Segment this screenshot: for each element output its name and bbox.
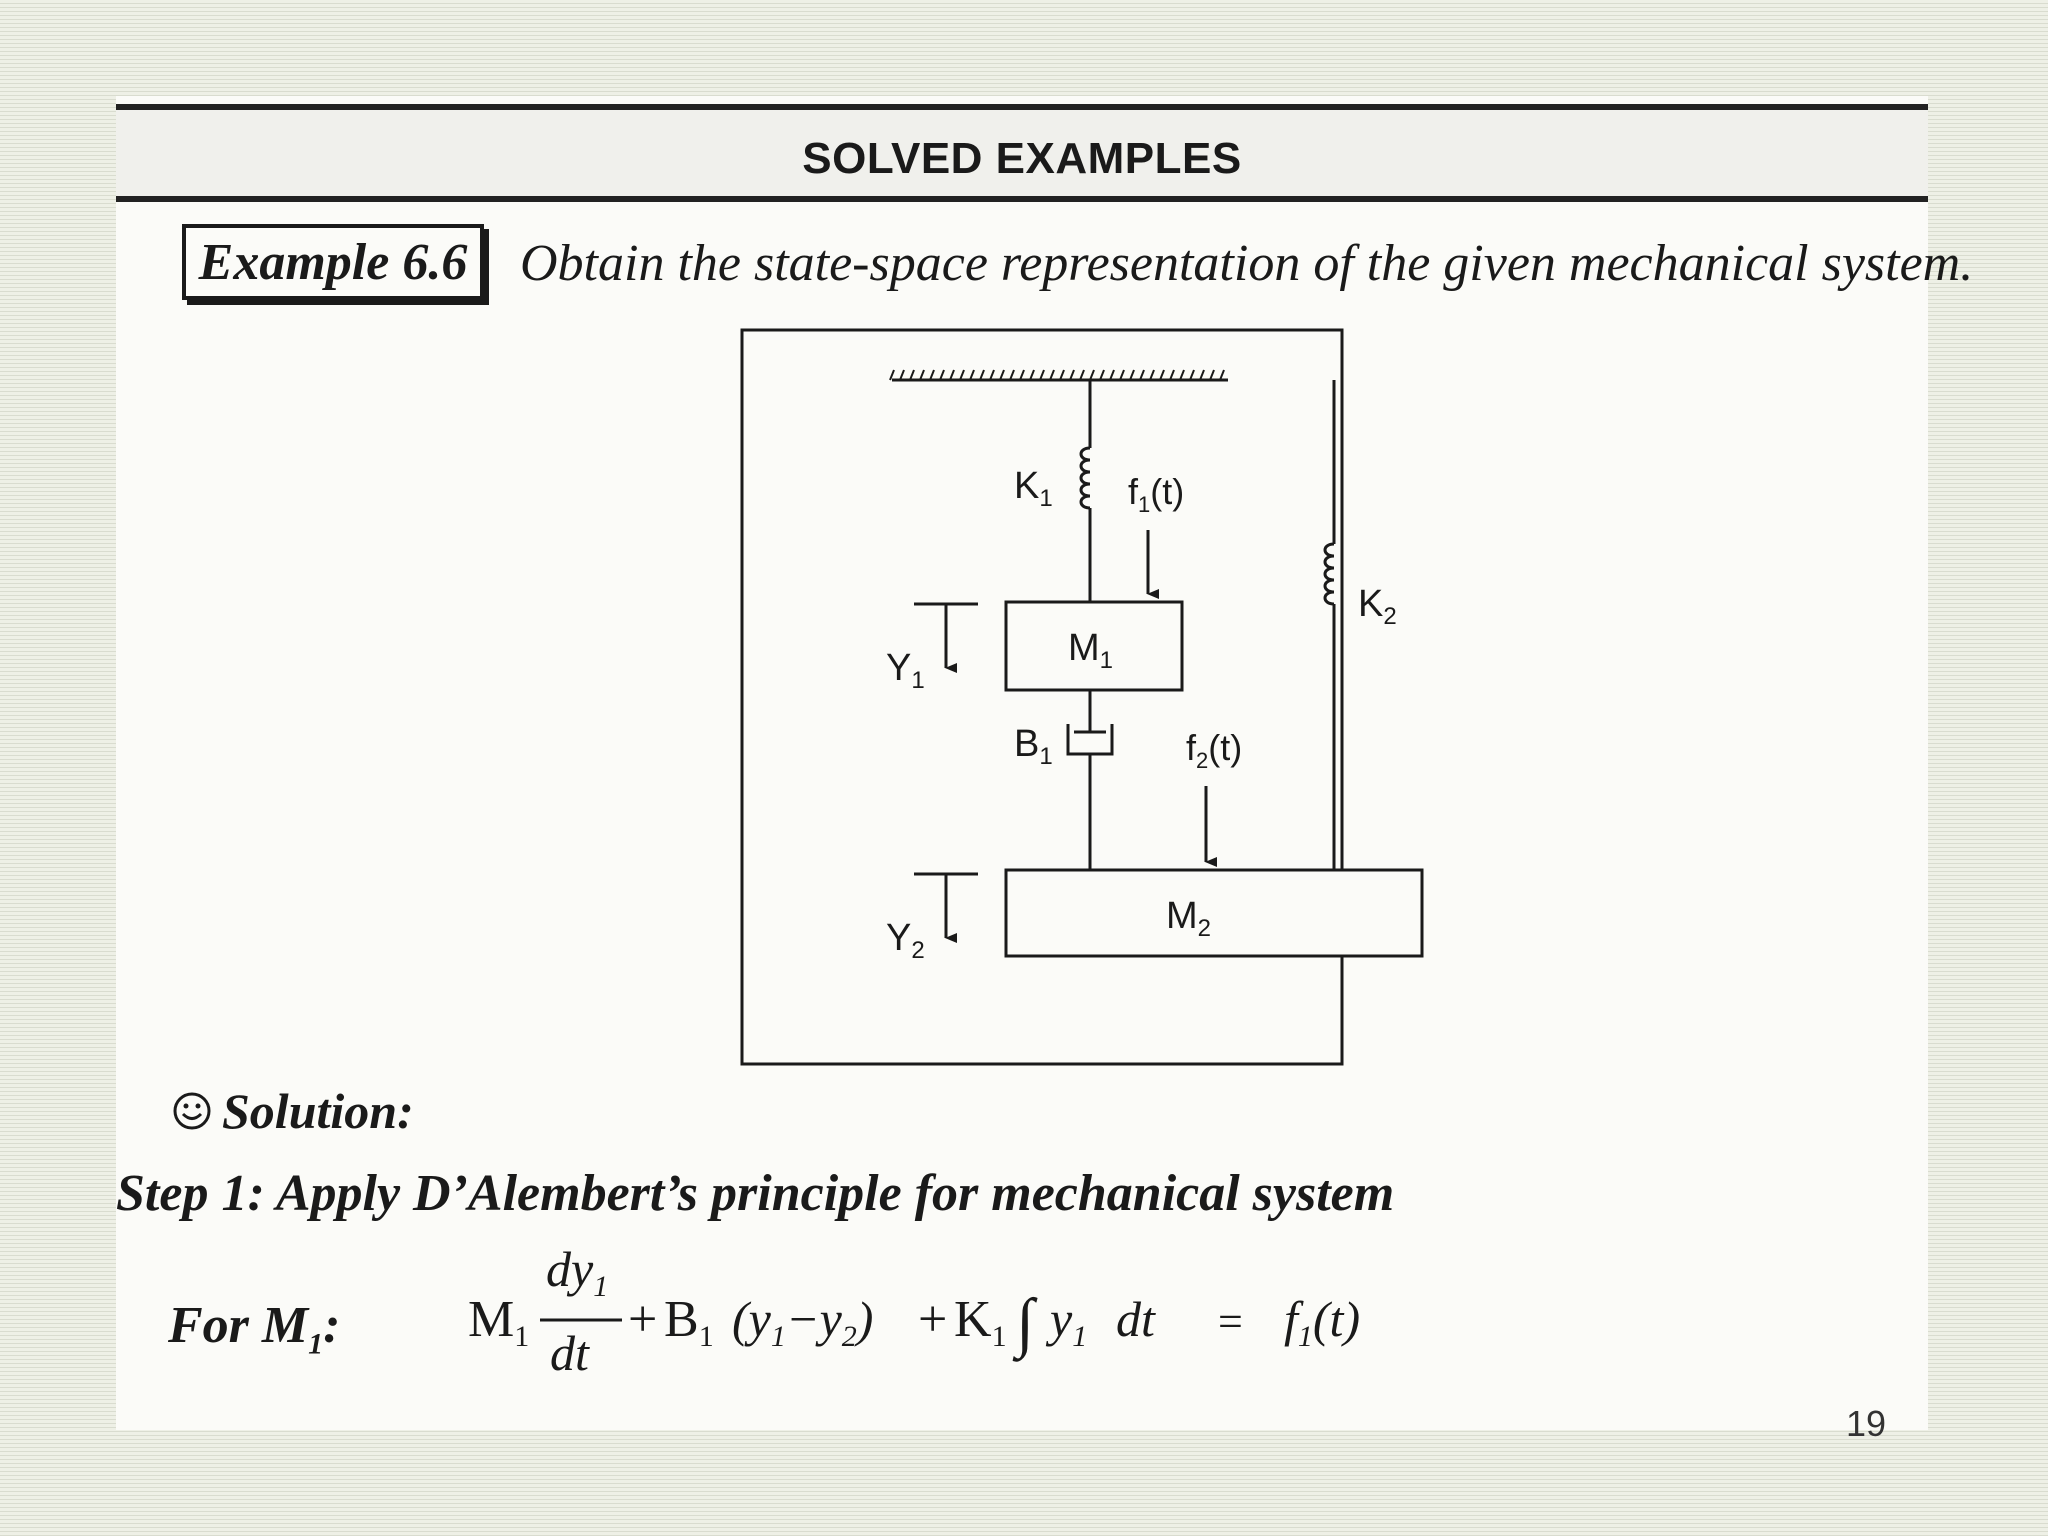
smiley-icon [172,1091,212,1131]
eq-integral: ∫ [1016,1286,1035,1359]
eq-mass: M1 [468,1291,530,1353]
displacement-y1-label: $Y_1$ [886,647,925,694]
eq-equals: = [1218,1297,1243,1346]
equation-svg [468,1236,1468,1386]
equation-m1 [468,1236,1468,1391]
force-f2-label: $f_2(t)$ [1186,727,1243,773]
spring-k1-label: $K_1$ [1014,465,1053,512]
example-label: Example 6.6 [198,233,468,291]
force-f1-label: $f_1(t)$ [1128,471,1185,517]
eq-displacement-diff: $(y_1-y_2)$ [732,1291,874,1353]
spring-k2-label: $K_2$ [1358,583,1397,630]
header-rule-bottom [116,196,1928,202]
eq-numerator: $dy_1$ [546,1241,609,1303]
mass-m2-block [1006,870,1422,956]
mechanical-system-diagram [738,324,1397,1073]
step-1-heading: Step 1: Apply D’Alembert’s principle for mechanical system [116,1165,1395,1222]
displacement-y2-label: $Y_2$ [886,917,925,964]
eq-denominator: dt [550,1325,589,1381]
solution-label: Solution: [222,1083,414,1139]
damper-b1 [1068,690,1112,870]
eq-integrand: $y_1$ [1050,1291,1088,1353]
eq-damping: B1 [664,1291,714,1353]
damper-b1-label: $B_1$ [1014,723,1053,770]
spring-k1 [1081,380,1090,602]
eq-dt: dt [1116,1291,1155,1347]
for-m1-label: For $M_1$: [168,1297,341,1361]
header-rule-top [116,104,1928,110]
displacement-y1-indicator [914,604,978,668]
example-label-box [182,224,484,300]
example-problem-statement: Obtain the state-space representation of the given mechanical system. [520,235,1974,292]
eq-plus-2: + [918,1291,948,1348]
mass-m1-label: $M_1$ [1068,627,1114,674]
eq-spring: K1 [954,1291,1007,1353]
mass-m2-label: $M_2$ [1166,895,1212,942]
displacement-y2-indicator [914,874,978,938]
solution-heading [172,1082,414,1140]
fixed-ceiling [890,370,1228,380]
eq-rhs: $f_1(t)$ [1284,1291,1361,1353]
page-number: 19 [1846,1403,1887,1444]
spring-k2 [1325,380,1334,870]
section-title: SOLVED EXAMPLES [802,134,1242,183]
mechanical-system-svg [738,324,1397,1068]
textbook-page [116,96,1974,1430]
eq-plus-1: + [628,1291,658,1348]
